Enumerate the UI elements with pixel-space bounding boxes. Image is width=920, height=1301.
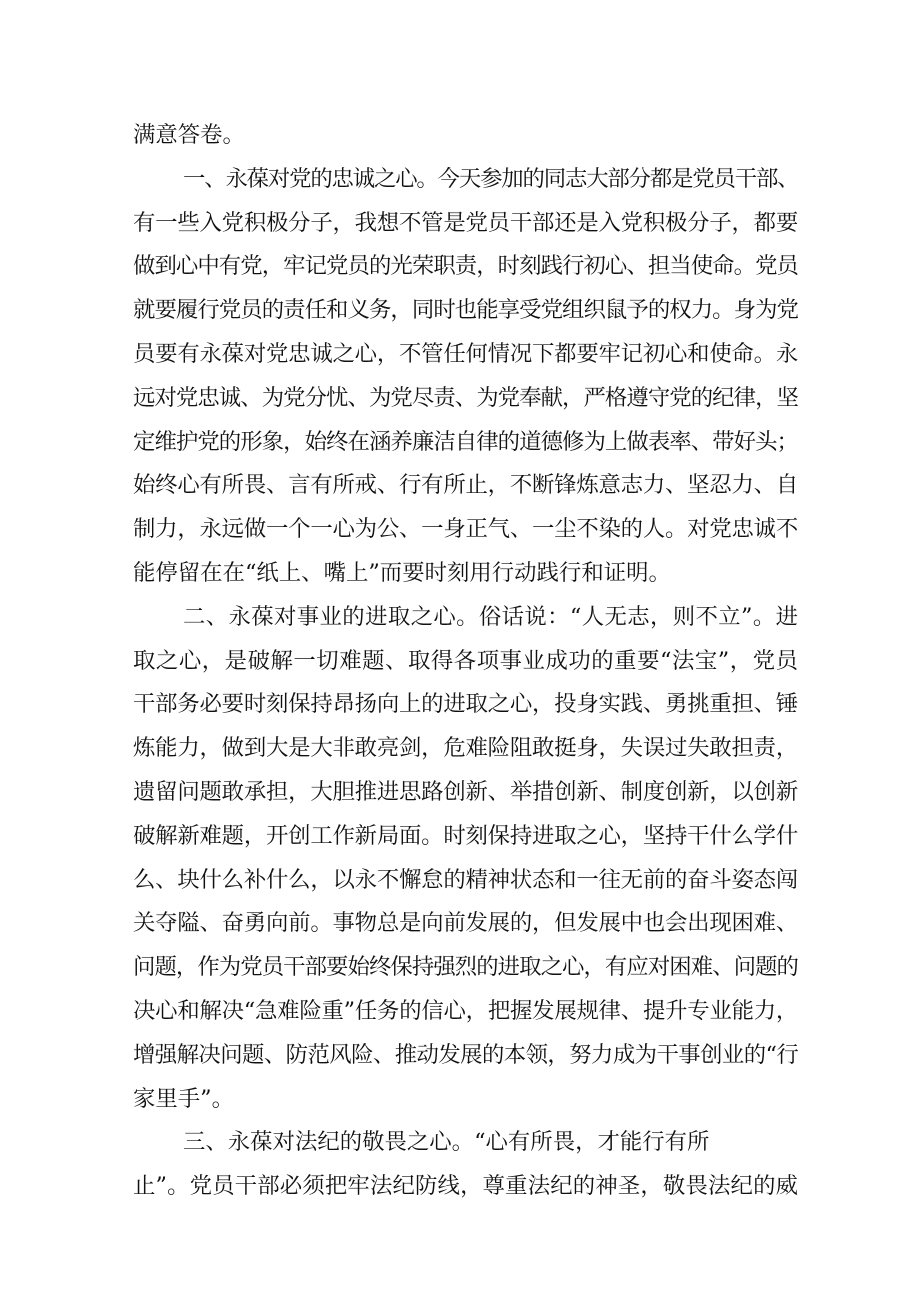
text-line: 三、永葆对法纪的敬畏之心。“心有所畏，才能行有所 (183, 1129, 710, 1156)
text-line: 干部务必要时刻保持昂扬向上的进取之心，投身实践、勇挑重担、锤 (133, 691, 798, 718)
text-line: 问题，作为党员干部要始终保持强烈的进取之心，有应对困难、问题的 (133, 954, 798, 981)
text-line: 远对党忠诚、为党分忧、为党尽责、为党奉献，严格遵守党的纪律，坚 (133, 384, 798, 411)
text-line: 能停留在在“纸上、嘴上”而要时刻用行动践行和证明。 (133, 559, 671, 586)
text-line: 满意答卷。 (133, 122, 245, 148)
document-body-text (133, 114, 798, 1209)
text-line: 始终心有所畏、言有所戒、行有所止，不断锋炼意志力、坚忍力、自 (133, 472, 798, 499)
text-line: 二、永葆对事业的进取之心。俗话说：“人无志，则不立”。进 (183, 603, 798, 630)
text-line: 定维护党的形象，始终在涵养廉洁自律的道德修为上做表率、带好头； (133, 428, 798, 455)
text-line: 取之心，是破解一切难题、取得各项事业成功的重要“法宝”，党员 (133, 647, 798, 674)
text-line: 炼能力，做到大是大非敢亮剑，危难险阻敢挺身，失误过失敢担责， (133, 735, 798, 762)
text-line: 制力，永远做一个一心为公、一身正气、一尘不染的人。对党忠诚不 (133, 516, 798, 543)
text-line: 么、块什么补什么，以永不懈怠的精神状态和一往无前的奋斗姿态闯 (133, 866, 798, 893)
text-line: 关夺隘、奋勇向前。事物总是向前发展的，但发展中也会出现困难、 (133, 910, 798, 937)
text-line: 员要有永葆对党忠诚之心，不管任何情况下都要牢记初心和使命。永 (133, 340, 798, 367)
text-line: 增强解决问题、防范风险、推动发展的本领，努力成为干事创业的“行 (133, 1041, 799, 1068)
text-line: 一、永葆对党的忠诚之心。今天参加的同志大部分都是党员干部、 (183, 165, 799, 192)
text-line: 就要履行党员的责任和义务，同时也能享受党组织鼠予的权力。身为党 (133, 297, 798, 324)
text-line: 有一些入党积极分子，我想不管是党员干部还是入党积极分子，都要 (133, 209, 798, 236)
text-line: 止”。党员干部必须把牢法纪防线，尊重法纪的神圣，敬畏法纪的威 (133, 1173, 798, 1200)
text-line: 决心和解决“急难险重”任务的信心，把握发展规律、提升专业能力， (133, 997, 799, 1024)
text-line: 家里手”。 (133, 1085, 235, 1112)
text-line: 破解新难题，开创工作新局面。时刻保持进取之心，坚持干什么学什 (133, 822, 798, 849)
text-line: 遗留问题敢承担，大胆推进思路创新、举措创新、制度创新，以创新 (133, 778, 798, 805)
text-line: 做到心中有党，牢记党员的光荣职责，时刻践行初心、担当使命。党员 (133, 253, 798, 280)
